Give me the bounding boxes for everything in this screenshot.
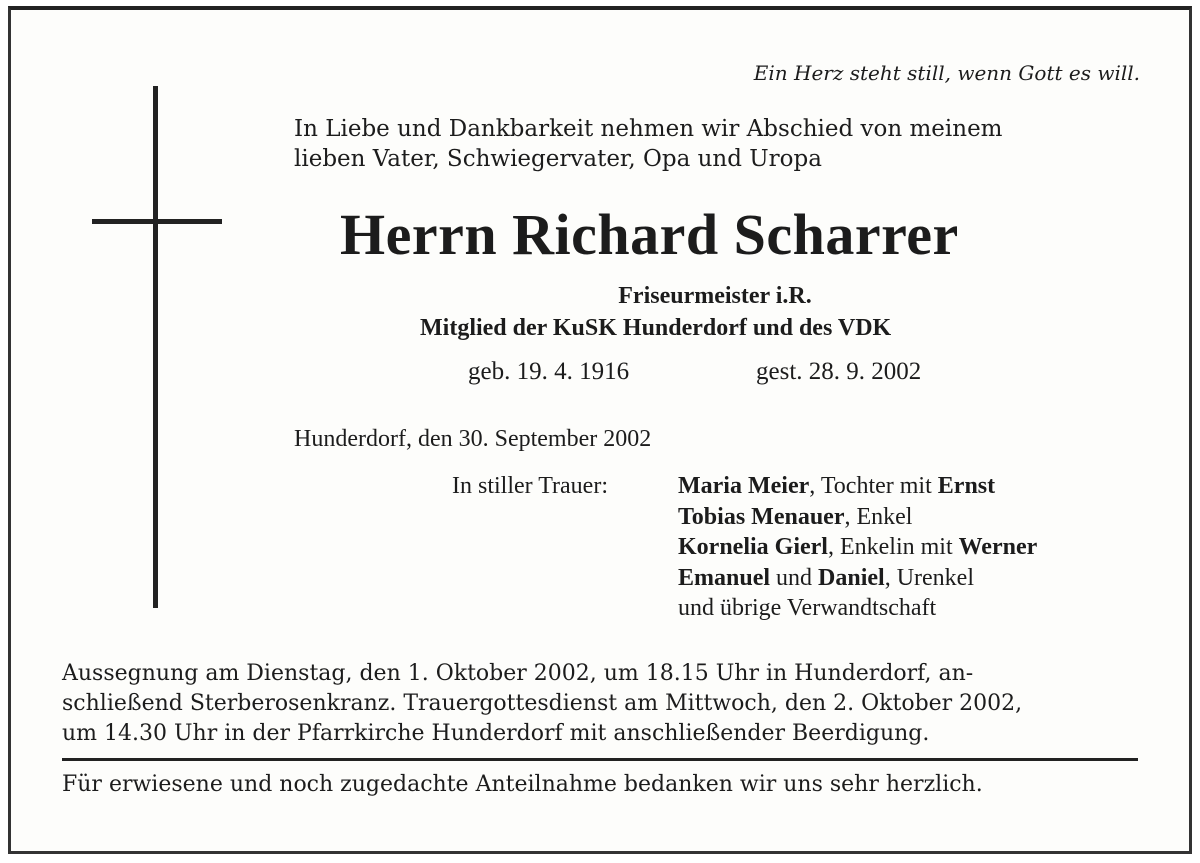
- mourner-relation: , Enkelin mit: [827, 534, 959, 560]
- deceased-name: Herrn Richard Scharrer: [340, 202, 959, 267]
- mourner-name: Daniel: [818, 564, 885, 591]
- mourner-relation: , Tochter mit: [809, 473, 938, 499]
- service-line-2: schließend Sterberosenkranz. Trauergottesdienst am Mittwoch, den 2. Oktober 2002,: [62, 691, 1023, 716]
- deceased-membership: Mitglied der KuSK Hunderdorf und des VDK: [420, 315, 892, 341]
- motto: Ein Herz steht still, wenn Gott es will.: [753, 61, 1140, 85]
- mourner-line: [678, 471, 1037, 502]
- mourner-relation: und: [770, 564, 819, 591]
- divider: [62, 758, 1138, 761]
- intro-line-2: lieben Vater, Schwiegervater, Opa und Uropa: [294, 146, 822, 172]
- mourner-line: [678, 563, 1037, 594]
- service-line-3: um 14.30 Uhr in der Pfarrkirche Hunderdorf mit anschließender Beerdigung.: [62, 721, 930, 746]
- mourner-relation: , Urenkel: [884, 564, 974, 591]
- mourner-name: Maria Meier: [678, 473, 810, 499]
- cross-icon-crossbar: [92, 219, 222, 224]
- mourner-relation: , Enkel: [844, 503, 913, 530]
- service-line-1: Aussegnung am Dienstag, den 1. Oktober 2002, um 18.15 Uhr in Hunderdorf, an-: [62, 661, 974, 686]
- mourner-name: Werner: [958, 534, 1038, 560]
- deceased-profession: Friseurmeister i.R.: [618, 283, 812, 309]
- birth-date: geb. 19. 4. 1916: [468, 358, 630, 385]
- mourner-name: Ernst: [937, 473, 996, 499]
- mourner-name: Emanuel: [678, 564, 771, 591]
- mourner-name: Kornelia Gierl: [678, 534, 828, 560]
- mourner-line: [678, 593, 1037, 624]
- mourning-label: In stiller Trauer:: [452, 473, 608, 499]
- thanks-note: Für erwiesene und noch zugedachte Anteilnahme bedanken wir uns sehr herzlich.: [62, 772, 983, 797]
- mourner-line: [678, 502, 1037, 533]
- cross-icon: [153, 86, 158, 608]
- mourners-list: [678, 471, 1037, 624]
- intro-line-1: In Liebe und Dankbarkeit nehmen wir Abschied von meinem: [294, 116, 1003, 142]
- mourner-line: [678, 532, 1037, 563]
- death-date: gest. 28. 9. 2002: [756, 358, 922, 385]
- mourner-relation: und übrige Verwandtschaft: [678, 595, 937, 621]
- mourner-name: Tobias Menauer: [678, 503, 845, 530]
- place-and-date: Hunderdorf, den 30. September 2002: [294, 426, 652, 452]
- service-details: [62, 659, 1022, 749]
